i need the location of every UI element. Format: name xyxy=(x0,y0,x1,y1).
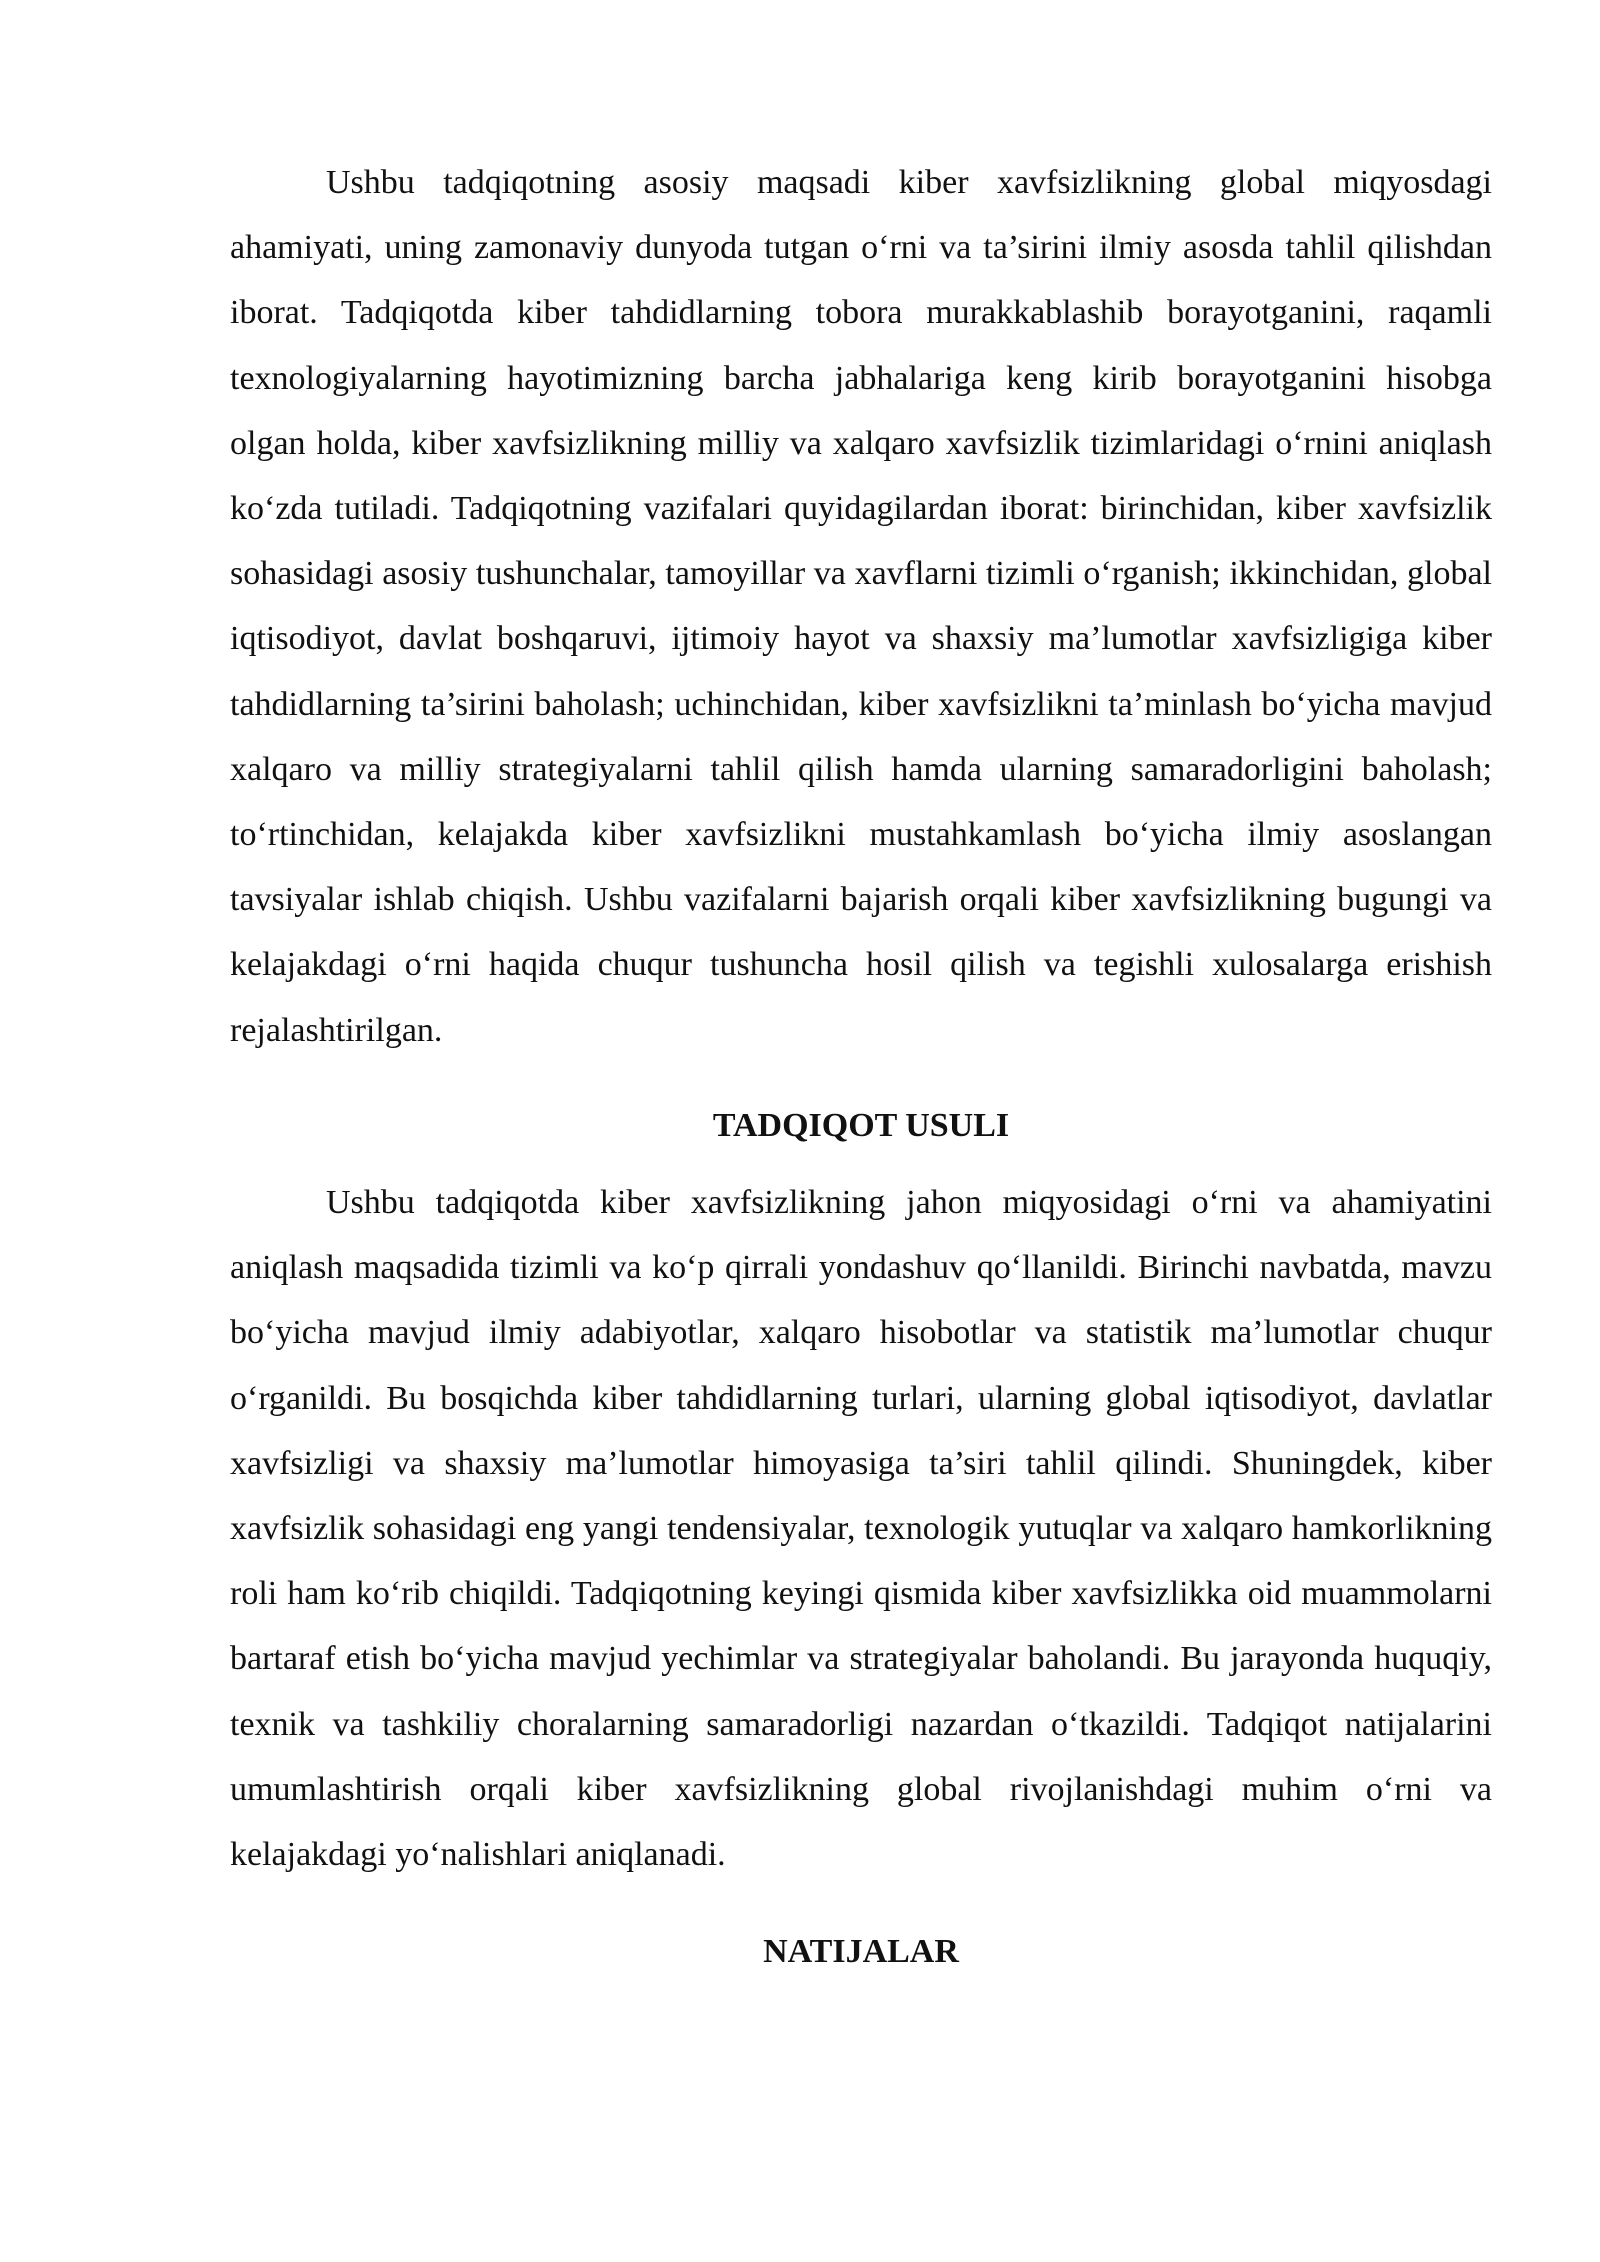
intro-paragraph: Ushbu tadqiqotning asosiy maqsadi kiber xavfsizlikning global miqyosdagi ahamiyati, uning zamonaviy dunyoda tutgan o‘rni va ta’sirini ilmiy asosda tahlil qilishdan iborat. Tadqiqotda kiber tahdidlarning tobora murakkablashib borayotganini, raqamli texnologiyalarning hayotimizning barcha jabhalariga keng kirib borayotganini hisobga olgan holda, kiber xavfsizlikning milliy va xalqaro xavfsizlik tizimlaridagi o‘rnini aniqlash ko‘zda tutiladi. Tadqiqotning vazifalari quyidagilardan iborat: birinchidan, kiber xavfsizlik sohasidagi asosiy tushunchalar, tamoyillar va xavflarni tizimli o‘rganish; ikkinchidan, global iqtisodiyot, davlat boshqaruvi, ijtimoiy hayot va shaxsiy ma’lumotlar xavfsizligiga kiber tahdidlarning ta’sirini baholash; uchinchidan, kiber xavfsizlikni ta’minlash bo‘yicha mavjud xalqaro va milliy strategiyalarni tahlil qilish hamda ularning samaradorligini baholash; to‘rtinchidan, kelajakda kiber xavfsizlikni mustahkamlash bo‘yicha ilmiy asoslangan tavsiyalar ishlab chiqish. Ushbu vazifalarni bajarish orqali kiber xavfsizlikning bugungi va kelajakdagi o‘rni haqida chuqur tushuncha hosil qilish va tegishli xulosalarga erishish rejalashtirilgan. xyxy=(230,164,1492,1049)
document-page xyxy=(230,150,1492,1984)
section-heading-method: TADQIQOT USULI xyxy=(712,1106,1010,1144)
section-heading-results: NATIJALAR xyxy=(763,1933,959,1971)
method-paragraph: Ushbu tadqiqotda kiber xavfsizlikning jahon miqyosidagi o‘rni va ahamiyatini aniqlash maqsadida tizimli va ko‘p qirrali yondashuv qo‘llanildi. Birinchi navbatda, mavzu bo‘yicha mavjud ilmiy adabiyotlar, xalqaro hisobotlar va statistik ma’lumotlar chuqur o‘rganildi. Bu bosqichda kiber tahdidlarning turlari, ularning global iqtisodiyot, davlatlar xavfsizligi va shaxsiy ma’lumotlar himoyasiga ta’siri tahlil qilindi. Shuningdek, kiber xavfsizlik sohasidagi eng yangi tendensiyalar, texnologik yutuqlar va xalqaro hamkorlikning roli ham ko‘rib chiqildi. Tadqiqotning keyingi qismida kiber xavfsizlikka oid muammolarni bartaraf etish bo‘yicha mavjud yechimlar va strategiyalar baholandi. Bu jarayonda huquqiy, texnik va tashkiliy choralarning samaradorligi nazardan o‘tkazildi. Tadqiqot natijalarini umumlashtirish orqali kiber xavfsizlikning global rivojlanishdagi muhim o‘rni va kelajakdagi yo‘nalishlari aniqlanadi. xyxy=(230,1184,1492,1874)
